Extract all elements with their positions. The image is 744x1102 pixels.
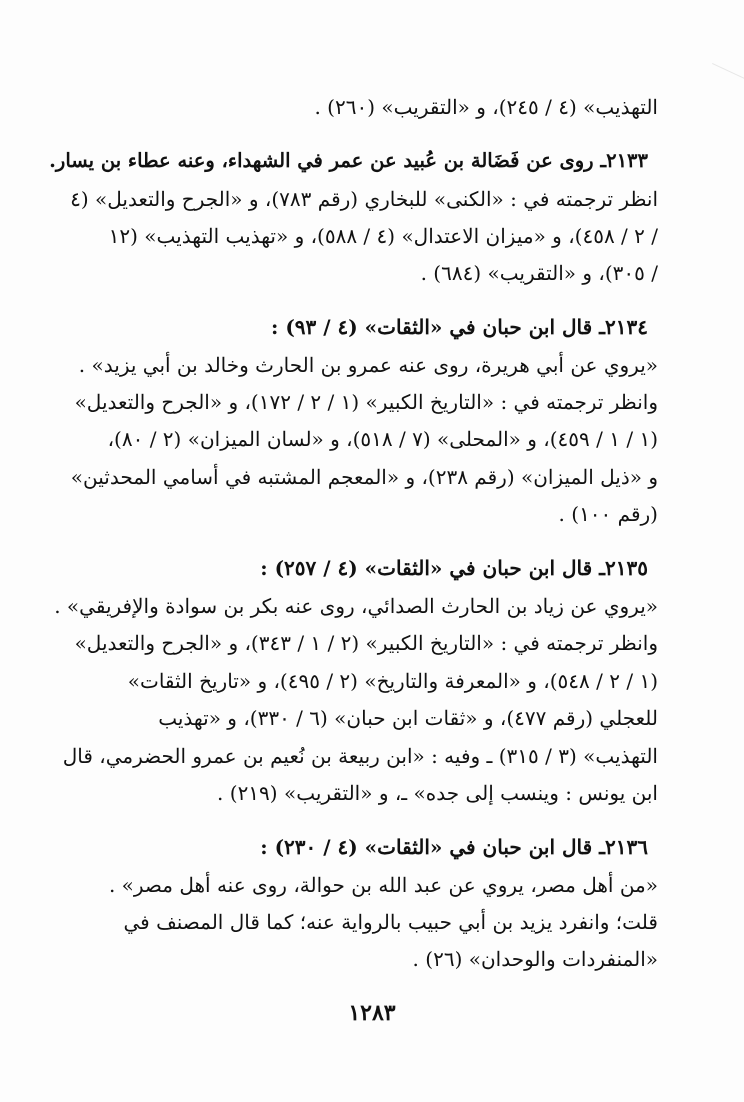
entry-2135-heading: ٢١٣٥ـ قال ابن حبان في «الثقات» (٤ / ٢٥٧) :: [260, 556, 648, 580]
text-line: «المنفردات والوحدان» (٢٦) .: [412, 947, 658, 971]
text-line: و «ذيل الميزان» (رقم ٢٣٨)، و «المعجم المشتبه في أسامي المحدثين»: [70, 465, 658, 489]
entry-2133-heading: ٢١٣٣ـ روى عن فَضَالة بن عُبيد عن عمر في الشهداء، وعنه عطاء بن يسار.: [49, 149, 648, 172]
text-line: انظر ترجمته في : «الكنى» للبخاري (رقم ٧٨٣)، و «الجرح والتعديل» (٤: [70, 187, 658, 211]
text-line: (رقم ١٠٠) .: [558, 502, 658, 526]
text-line: قلت؛ وانفرد يزيد بن أبي حبيب بالرواية عنه؛ كما قال المصنف في: [123, 910, 658, 934]
text-line: / ٢ / ٤٥٨)، و «ميزان الاعتدال» (٤ / ٥٨٨)، و «تهذيب التهذيب» (١٢: [108, 224, 658, 248]
text-line: وانظر ترجمته في : «التاريخ الكبير» (١ / ٢ / ١٧٢)، و «الجرح والتعديل»: [74, 390, 658, 414]
scan-artifact: [699, 63, 744, 108]
quote-line: «يروي عن زياد بن الحارث الصدائي، روى عنه بكر بن سوادة والإفريقي» .: [54, 594, 658, 618]
text-line: التهذيب» (٣ / ٣١٥) ـ وفيه : «ابن ربيعة بن نُعيم بن عمرو الحضرمي، قال: [62, 744, 658, 768]
text-line: للعجلي (رقم ٤٧٧)، و «ثقات ابن حبان» (٦ / ٣٣٠)، و «تهذيب: [158, 706, 658, 730]
text-line: (١ / ١ / ٤٥٩)، و «المحلى» (٧ / ٥١٨)، و «لسان الميزان» (٢ / ٨٠)،: [107, 427, 658, 451]
text-line: وانظر ترجمته في : «التاريخ الكبير» (٢ / ١ / ٣٤٣)، و «الجرح والتعديل»: [74, 631, 658, 655]
entry-2134-heading: ٢١٣٤ـ قال ابن حبان في «الثقات» (٤ / ٩٣) :: [270, 315, 648, 339]
quote-line: «يروي عن أبي هريرة، روى عنه عمرو بن الحارث وخالد بن أبي يزيد» .: [78, 353, 658, 377]
text-line: (١ / ٢ / ٥٤٨)، و «المعرفة والتاريخ» (٢ / ٤٩٥)، و «تاريخ الثقات»: [127, 669, 658, 693]
text-line: التهذيب» (٤ / ٢٤٥)، و «التقريب» (٢٦٠) .: [314, 95, 658, 119]
page-number: ١٢٨٣: [348, 1000, 396, 1026]
entry-2136-heading: ٢١٣٦ـ قال ابن حبان في «الثقات» (٤ / ٢٣٠) :: [260, 835, 648, 859]
text-line: / ٣٠٥)، و «التقريب» (٦٨٤) .: [420, 261, 658, 285]
quote-line: «من أهل مصر، يروي عن عبد الله بن حوالة، روى عنه أهل مصر» .: [108, 873, 658, 897]
text-line: ابن يونس : وينسب إلى جده» ـ، و «التقريب» (٢١٩) .: [217, 781, 658, 805]
